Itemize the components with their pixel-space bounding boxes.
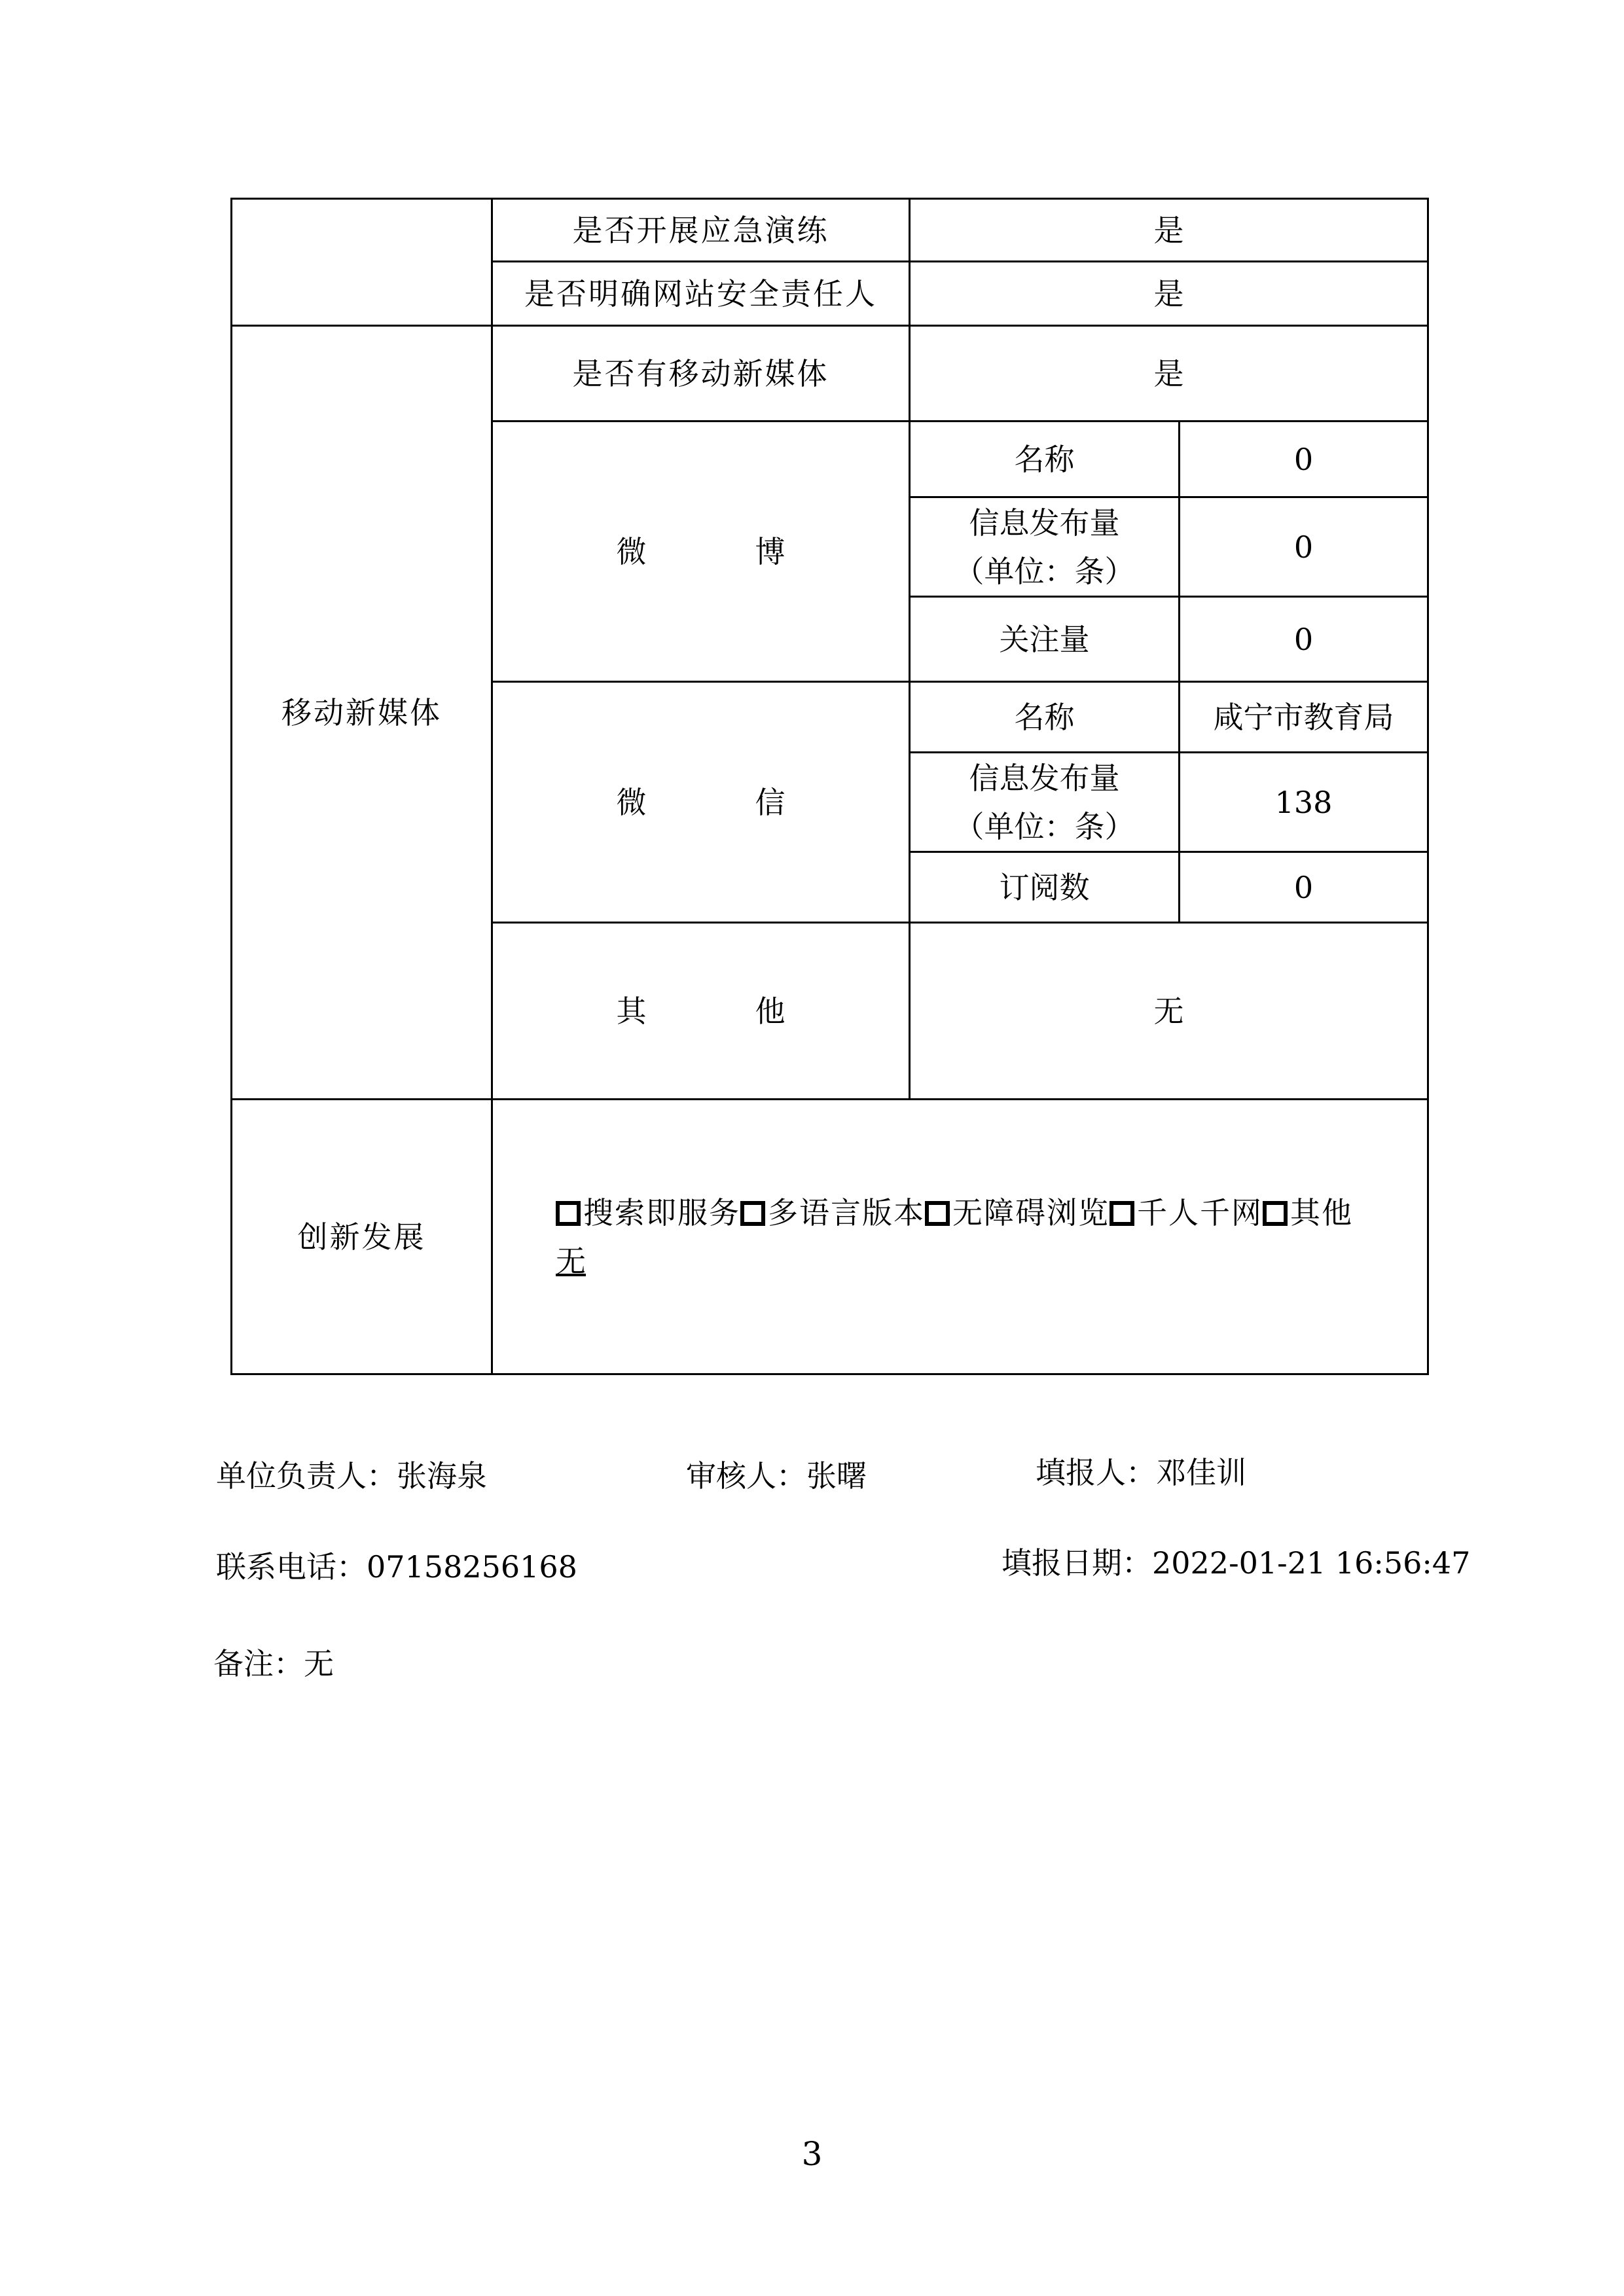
innovation-options bbox=[492, 1100, 1428, 1374]
unit-head: 单位负责人：张海泉 bbox=[216, 1458, 487, 1494]
has-mobile-media-label: 是否有移动新媒体 bbox=[492, 326, 910, 422]
security-owner-value: 是 bbox=[910, 262, 1428, 326]
has-mobile-media-value: 是 bbox=[910, 326, 1428, 422]
option-multilingual[interactable]: 多语言版本 bbox=[740, 1195, 925, 1230]
wechat-name-value: 咸宁市教育局 bbox=[1180, 682, 1428, 753]
mobile-media-section-label: 移动新媒体 bbox=[232, 326, 492, 1100]
weibo-posts-value: 0 bbox=[1180, 497, 1428, 597]
weibo-name-value: 0 bbox=[1180, 422, 1428, 497]
weibo-name-label: 名称 bbox=[910, 422, 1180, 497]
reviewer: 审核人：张曙 bbox=[686, 1458, 867, 1494]
filler: 填报人：邓佳训 bbox=[1036, 1455, 1246, 1490]
wechat-posts-label-line1: 信息发布量 bbox=[969, 760, 1120, 796]
report-date: 填报日期：2022-01-21 16:56:47 bbox=[1001, 1545, 1471, 1581]
page-number: 3 bbox=[801, 2135, 823, 2173]
wechat-name-label: 名称 bbox=[910, 682, 1180, 753]
contact-phone: 联系电话：07158256168 bbox=[216, 1549, 577, 1585]
weibo-posts-label-line2: （单位：条） bbox=[954, 553, 1135, 589]
option-search-service[interactable]: 搜索即服务 bbox=[556, 1195, 740, 1230]
weibo-label: 微 博 bbox=[492, 422, 910, 682]
innovation-label: 创新发展 bbox=[232, 1100, 492, 1374]
weibo-posts-label-line1: 信息发布量 bbox=[969, 505, 1120, 541]
checkbox-icon bbox=[1263, 1201, 1288, 1226]
other-value: 无 bbox=[910, 923, 1428, 1100]
wechat-subscribers-label: 订阅数 bbox=[910, 852, 1180, 923]
weibo-followers-value: 0 bbox=[1180, 597, 1428, 682]
checkbox-icon bbox=[1110, 1201, 1134, 1226]
security-owner-label: 是否明确网站安全责任人 bbox=[492, 262, 910, 326]
innovation-checkbox-row bbox=[556, 1189, 1414, 1237]
emergency-drill-value: 是 bbox=[910, 199, 1428, 262]
checkbox-icon bbox=[556, 1201, 581, 1226]
checkbox-icon bbox=[925, 1201, 950, 1226]
weibo-posts-label bbox=[910, 497, 1180, 597]
option-other[interactable]: 其他 bbox=[1263, 1195, 1353, 1230]
option-personalized[interactable]: 千人千网 bbox=[1110, 1195, 1263, 1230]
weibo-followers-label: 关注量 bbox=[910, 597, 1180, 682]
wechat-subscribers-value: 0 bbox=[1180, 852, 1428, 923]
wechat-posts-value: 138 bbox=[1180, 753, 1428, 852]
remark: 备注：无 bbox=[213, 1646, 334, 1681]
checkbox-icon bbox=[740, 1201, 765, 1226]
emergency-drill-label: 是否开展应急演练 bbox=[492, 199, 910, 262]
innovation-other-value: 无 bbox=[556, 1243, 586, 1279]
other-label: 其 他 bbox=[492, 923, 910, 1100]
wechat-label: 微 信 bbox=[492, 682, 910, 923]
wechat-posts-label bbox=[910, 753, 1180, 852]
option-accessibility[interactable]: 无障碍浏览 bbox=[925, 1195, 1110, 1230]
report-table bbox=[230, 198, 1429, 1375]
empty-section-cell bbox=[232, 199, 492, 326]
wechat-posts-label-line2: （单位：条） bbox=[954, 808, 1135, 844]
